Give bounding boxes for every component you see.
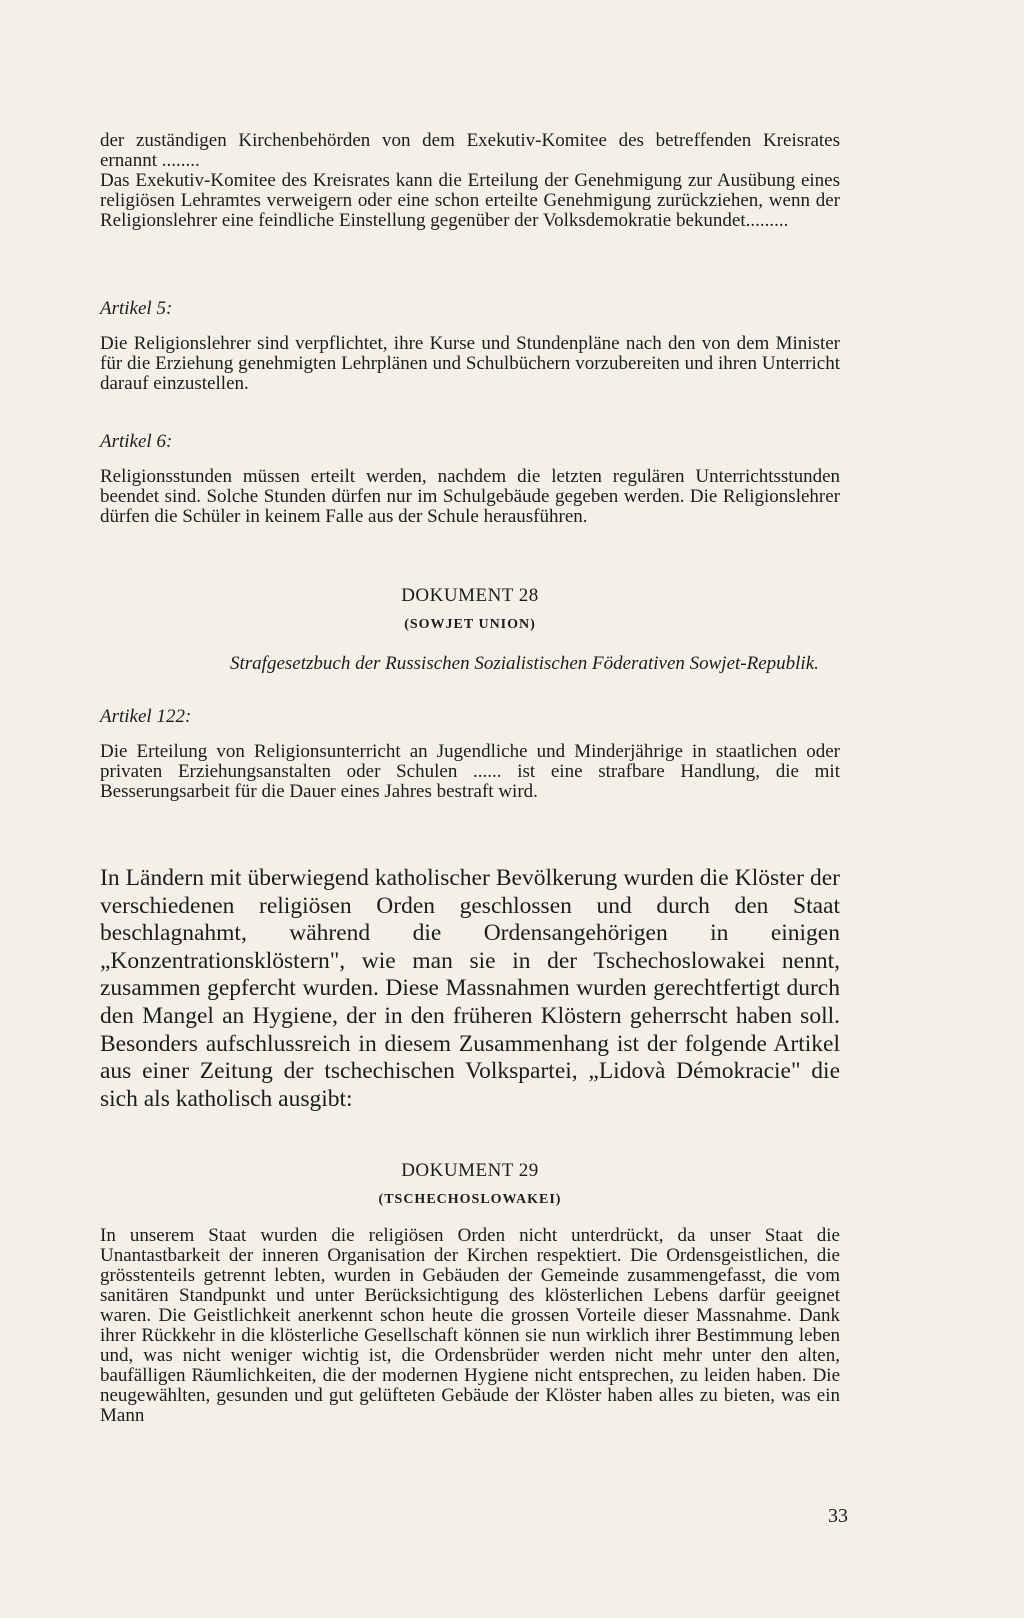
document-subtitle: (TSCHECHOSLOWAKEI) (378, 1192, 562, 1207)
article-text: Die Religionslehrer sind verpflichtet, ihre Kurse und Stundenpläne nach den von dem Minister für die Erziehung genehmigten Lehrplänen und Schulbüchern vorzubereiten und ihren Unterricht darauf einzustellen. (100, 333, 840, 394)
document-text: In unserem Staat wurden die religiösen Orden nicht unterdrückt, da unser Staat die Unantastbarkeit der inneren Organisation der Kirchen respektiert. Die Ordensgeistlichen, die grösstenteils getrennt lebten, wurden in Gebäuden der Gemeinde zusammengefasst, die vom sanitären Standpunkt und unter Berücksichtigung des klösterlichen Lebens darfür geeignet waren. Die Geistlichkeit anerkennt schon heute die grossen Vorteile dieser Massnahme. Dank ihrer Rückkehr in die klösterliche Gesellschaft können sie nun wirklich ihrer Bestimmung leben und, was nicht weniger wichtig ist, die Ordensbrüder werden nicht mehr unter den alten, baufälligen Räumlichkeiten, die der modernen Hygiene nicht entsprechen, zu leiden haben. Die neugewählten, gesunden und gut gelüfteten Gebäude der Klöster haben alles zu bieten, was ein Mann (100, 1225, 840, 1426)
page-number: 33 (828, 1505, 848, 1527)
document-title: DOKUMENT 28 (401, 585, 539, 606)
article-label: Artikel 6: (100, 431, 173, 452)
document-title: DOKUMENT 29 (401, 1160, 539, 1181)
article-label: Artikel 5: (100, 298, 173, 319)
document-subtitle: (SOWJET UNION) (404, 617, 536, 632)
document-source: Strafgesetzbuch der Russischen Sozialistischen Föderativen Sowjet-Republik. (230, 653, 819, 674)
paragraph: der zuständigen Kirchenbehörden von dem Exekutiv-Komitee des betreffenden Kreisrates ernannt ........ (100, 130, 840, 171)
article-label: Artikel 122: (100, 706, 192, 727)
continued-text (100, 131, 840, 231)
main-paragraph: In Ländern mit überwiegend katholischer Bevölkerung wurden die Klöster der verschiedenen religiösen Orden geschlossen und durch den Staat beschlagnahmt, während die Ordensangehörigen in einigen „Konzentrationsklöstern", wie man sie in der Tschechoslowakei nennt, zusammen gepfercht wurden. Diese Massnahmen wurden gerechtfertigt durch den Mangel an Hygiene, der in den früheren Klöstern geherrscht haben soll. Besonders aufschlussreich in diesem Zusammenhang ist der folgende Artikel aus einer Zeitung der tschechischen Volkspartei, „Lidovà Démokracie" die sich als katholisch ausgibt: (100, 865, 840, 1112)
article-text: Religionsstunden müssen erteilt werden, nachdem die letzten regulären Unterrichtsstunden beendet sind. Solche Stunden dürfen nur im Schulgebäude gegeben werden. Die Religionslehrer dürfen die Schüler in keinem Falle aus der Schule herausführen. (100, 466, 840, 527)
article-text: Die Erteilung von Religionsunterricht an Jugendliche und Minderjährige in staatlichen oder privaten Erziehungsanstalten oder Schulen ...... ist eine strafbare Handlung, die mit Besserungsarbeit für die Dauer eines Jahres bestraft wird. (100, 741, 840, 802)
paragraph: Das Exekutiv-Komitee des Kreisrates kann die Erteilung der Genehmigung zur Ausübung eines religiösen Lehramtes verweigern oder eine schon erteilte Genehmigung zurückziehen, wenn der Religionslehrer eine feindliche Einstellung gegenüber der Volksdemokratie bekundet......... (100, 170, 840, 231)
